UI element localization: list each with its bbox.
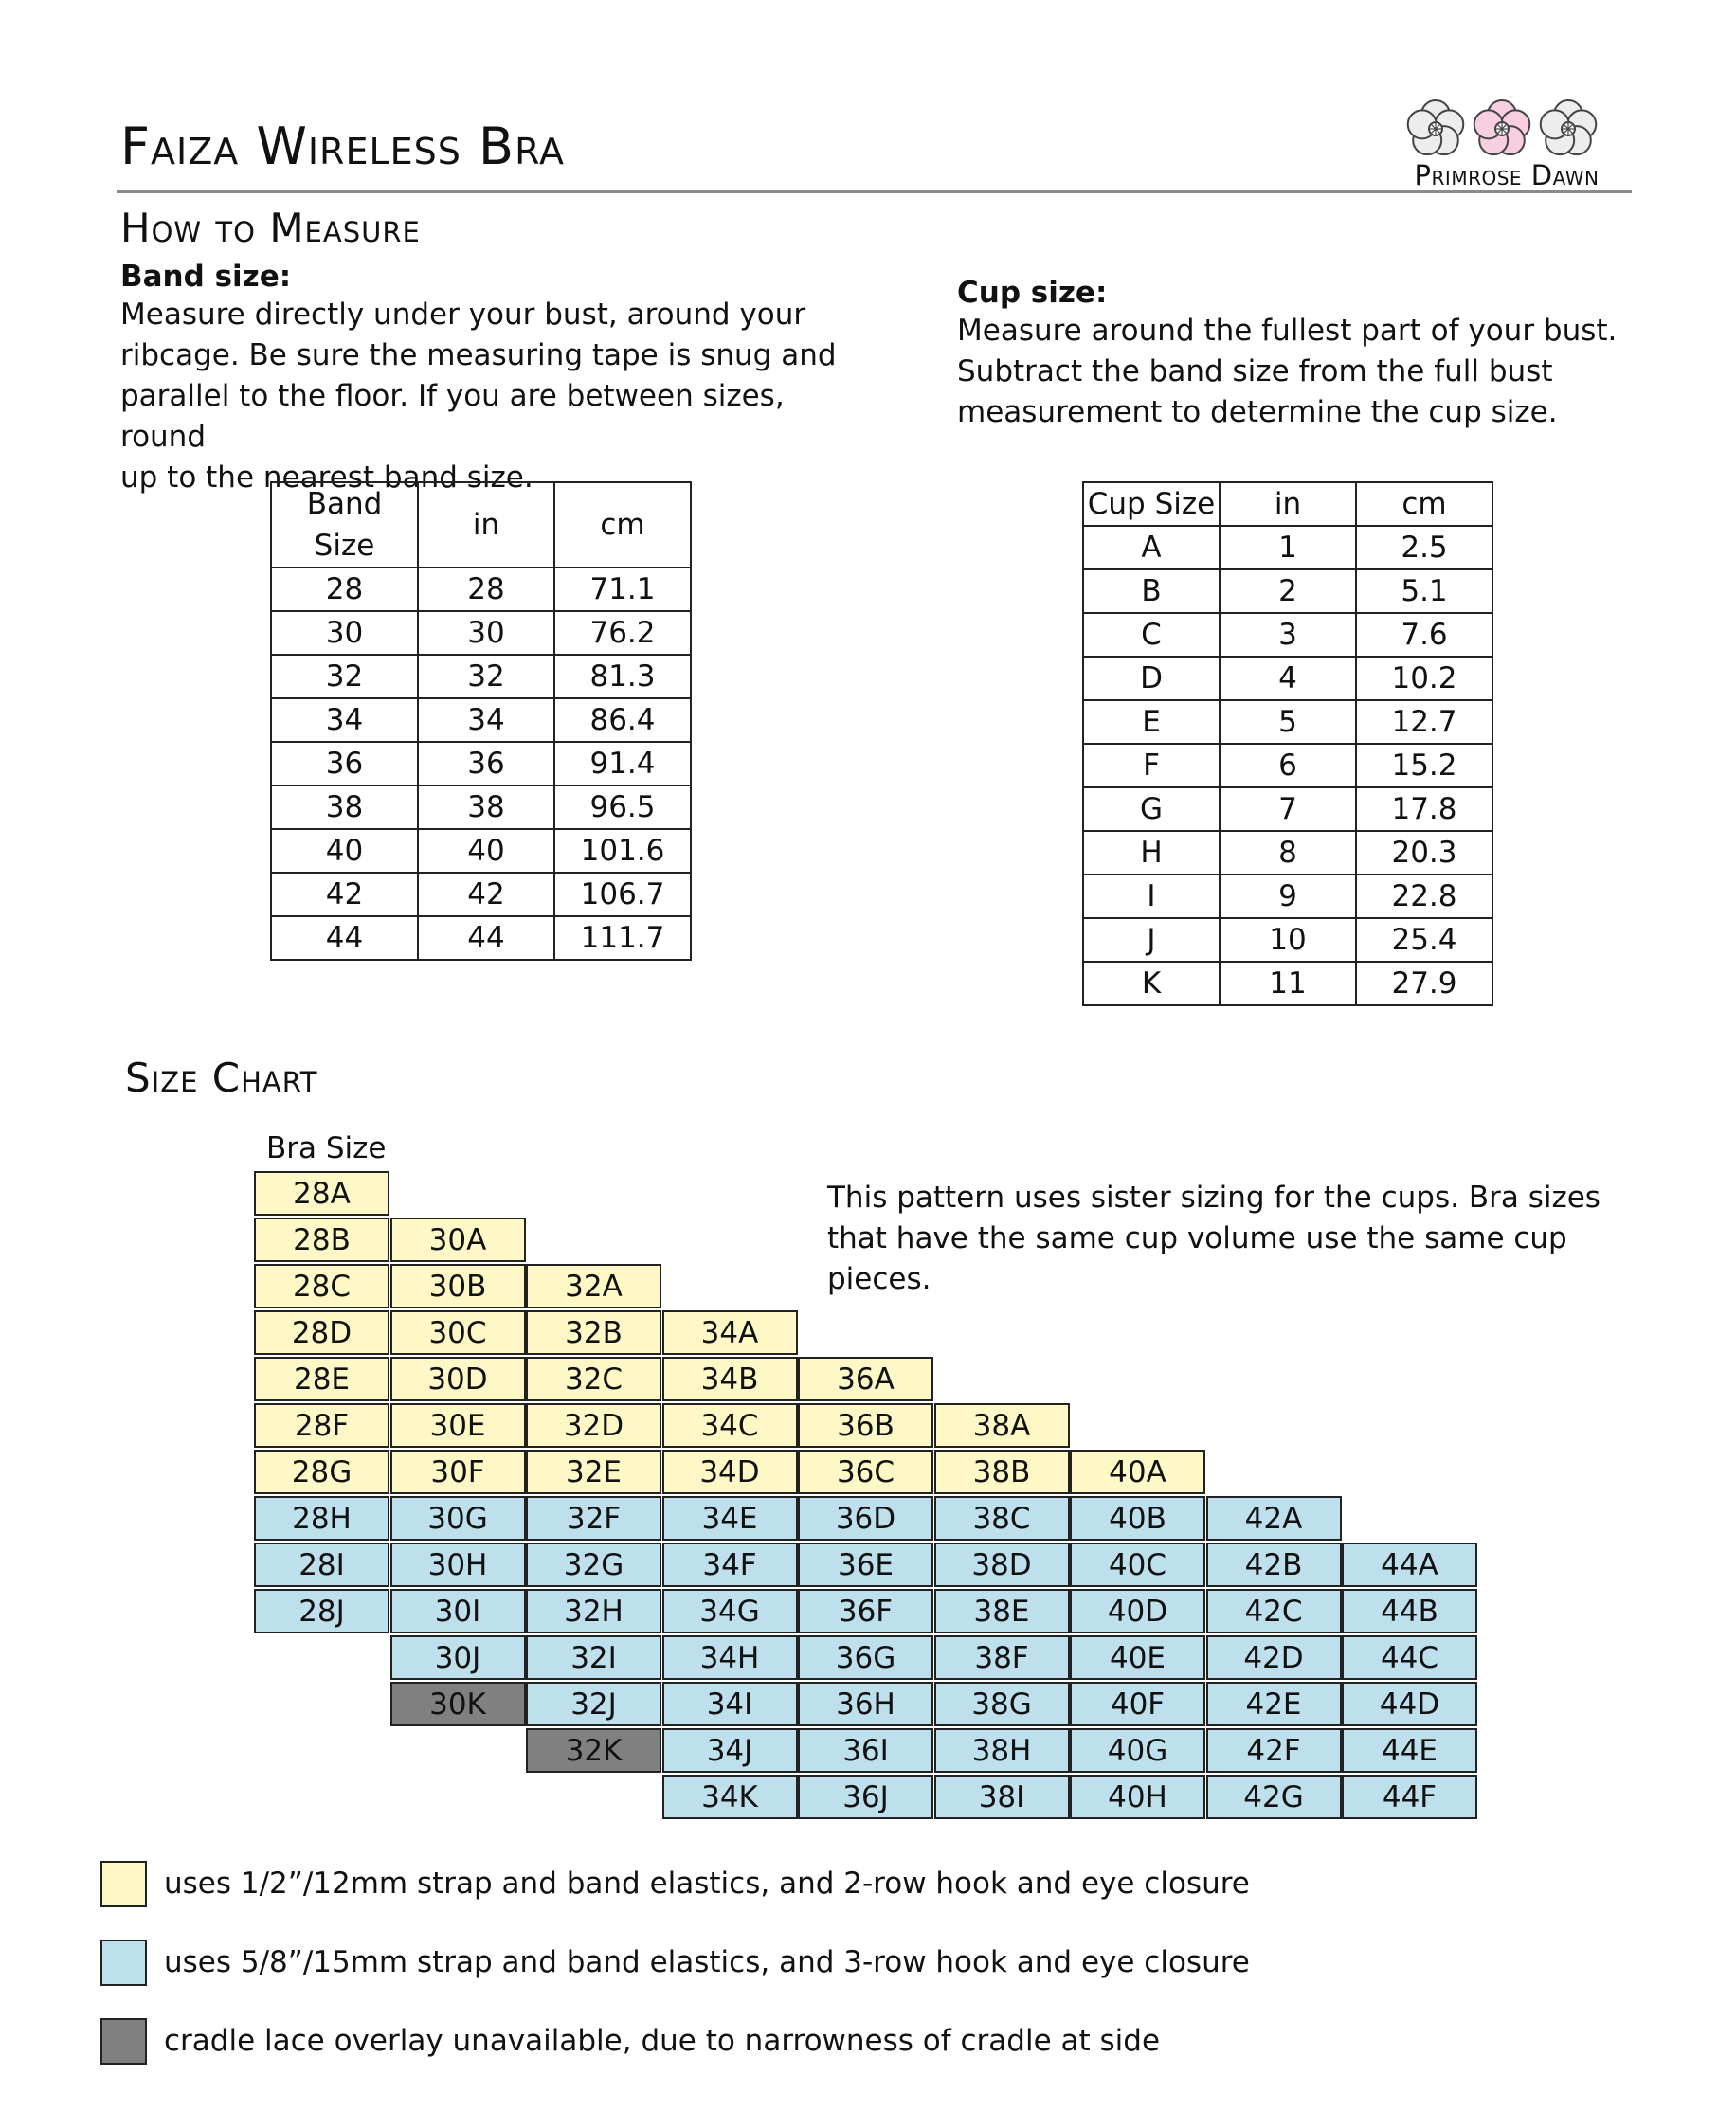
size-cell: 36B: [798, 1403, 933, 1448]
table-cell: 8: [1220, 831, 1356, 875]
table-cell: J: [1083, 918, 1220, 962]
size-cell: 42G: [1206, 1775, 1342, 1819]
size-cell: 36F: [798, 1589, 933, 1633]
size-cell: 38D: [934, 1543, 1070, 1587]
legend-swatch: [100, 2018, 147, 2065]
band-size-heading: Band size:: [120, 260, 292, 294]
table-cell: 101.6: [554, 829, 691, 873]
table-cell: 81.3: [554, 655, 691, 698]
size-chart-heading: Size Chart: [125, 1055, 318, 1101]
column-header: in: [1220, 482, 1356, 526]
table-row: [1083, 613, 1492, 657]
size-cell: 36I: [798, 1728, 933, 1773]
cup-line: measurement to determine the cup size.: [957, 395, 1558, 430]
table-cell: 27.9: [1356, 962, 1492, 1005]
table-row: [271, 829, 691, 873]
size-cell: 32I: [526, 1635, 661, 1680]
size-cell: 28H: [254, 1496, 389, 1541]
table-cell: F: [1083, 744, 1220, 787]
table-cell: 5: [1220, 700, 1356, 744]
size-cell: 28C: [254, 1264, 389, 1308]
document-title: Faiza Wireless Bra: [120, 117, 565, 176]
table-cell: 40: [418, 829, 554, 873]
size-cell: 30K: [390, 1682, 526, 1726]
table-cell: 111.7: [554, 916, 691, 960]
table-cell: C: [1083, 613, 1220, 657]
table-row: [1083, 918, 1492, 962]
table-cell: 10.2: [1356, 657, 1492, 700]
size-cell: 28A: [254, 1171, 389, 1216]
size-cell: 34I: [662, 1682, 798, 1726]
size-cell: 28I: [254, 1543, 389, 1587]
table-cell: 15.2: [1356, 744, 1492, 787]
table-cell: 25.4: [1356, 918, 1492, 962]
column-header: Band Size: [271, 482, 418, 568]
size-cell: 44C: [1342, 1635, 1477, 1680]
size-cell: 28B: [254, 1218, 389, 1262]
size-cell: 40D: [1070, 1589, 1205, 1633]
size-cell: 32K: [526, 1728, 661, 1773]
size-cell: 28G: [254, 1450, 389, 1494]
size-cell: 28E: [254, 1357, 389, 1401]
table-cell: 91.4: [554, 742, 691, 785]
cup-line: Measure around the fullest part of your bust.: [957, 314, 1618, 349]
table-row: [1083, 962, 1492, 1005]
table-row: [1083, 787, 1492, 831]
table-cell: 10: [1220, 918, 1356, 962]
size-cell: 30A: [390, 1218, 526, 1262]
table-cell: 28: [271, 568, 418, 611]
table-cell: 32: [271, 655, 418, 698]
table-cell: 30: [271, 611, 418, 655]
table-cell: 3: [1220, 613, 1356, 657]
table-cell: 9: [1220, 875, 1356, 918]
size-cell: 36G: [798, 1635, 933, 1680]
table-header-row: [1083, 482, 1492, 526]
column-header: in: [418, 482, 554, 568]
size-cell: 42B: [1206, 1543, 1342, 1587]
band-line: Measure directly under your bust, around your: [120, 298, 806, 333]
size-cell: 32F: [526, 1496, 661, 1541]
size-cell: 40B: [1070, 1496, 1205, 1541]
cup-size-heading: Cup size:: [957, 276, 1108, 310]
table-cell: 4: [1220, 657, 1356, 700]
size-cell: 32J: [526, 1682, 661, 1726]
size-cell: 34K: [662, 1775, 798, 1819]
size-cell: 28J: [254, 1589, 389, 1633]
column-header: cm: [554, 482, 691, 568]
size-cell: 34G: [662, 1589, 798, 1633]
table-row: [271, 916, 691, 960]
size-cell: 32B: [526, 1310, 661, 1355]
note-line: that have the same cup volume use the same cup pieces.: [827, 1221, 1567, 1296]
table-row: [271, 698, 691, 742]
size-cell: 32C: [526, 1357, 661, 1401]
size-cell: 34F: [662, 1543, 798, 1587]
table-cell: 40: [271, 829, 418, 873]
table-cell: A: [1083, 526, 1220, 569]
table-cell: 36: [418, 742, 554, 785]
size-cell: 30C: [390, 1310, 526, 1355]
size-cell: 30E: [390, 1403, 526, 1448]
size-cell: 30B: [390, 1264, 526, 1308]
table-row: [271, 742, 691, 785]
table-cell: 71.1: [554, 568, 691, 611]
size-cell: 36C: [798, 1450, 933, 1494]
band-line: up to the nearest band size.: [120, 460, 533, 496]
size-cell: 28F: [254, 1403, 389, 1448]
table-cell: I: [1083, 875, 1220, 918]
legend-swatch: [100, 1861, 147, 1907]
band-line: parallel to the floor. If you are between sizes, round: [120, 379, 785, 455]
band-size-instructions: [120, 260, 859, 498]
bra-size-label: Bra Size: [266, 1131, 387, 1165]
size-cell: 40A: [1070, 1450, 1205, 1494]
size-cell: 32A: [526, 1264, 661, 1308]
table-cell: 38: [418, 785, 554, 829]
table-cell: H: [1083, 831, 1220, 875]
size-cell: 30J: [390, 1635, 526, 1680]
table-cell: D: [1083, 657, 1220, 700]
band-line: ribcage. Be sure the measuring tape is snug and: [120, 338, 837, 373]
size-cell: 42A: [1206, 1496, 1342, 1541]
table-cell: 44: [418, 916, 554, 960]
table-cell: 22.8: [1356, 875, 1492, 918]
size-cell: 42D: [1206, 1635, 1342, 1680]
brand-name: Primrose Dawn: [1414, 159, 1600, 191]
size-cell: 38I: [934, 1775, 1070, 1819]
size-cell: 38E: [934, 1589, 1070, 1633]
table-cell: 7: [1220, 787, 1356, 831]
table-cell: 76.2: [554, 611, 691, 655]
size-cell: 32D: [526, 1403, 661, 1448]
table-row: [1083, 700, 1492, 744]
size-cell: 32E: [526, 1450, 661, 1494]
column-header: cm: [1356, 482, 1492, 526]
legend-text: cradle lace overlay unavailable, due to narrowness of cradle at side: [164, 2024, 1161, 2058]
size-cell: 34D: [662, 1450, 798, 1494]
table-cell: 28: [418, 568, 554, 611]
table-cell: 44: [271, 916, 418, 960]
size-cell: 36A: [798, 1357, 933, 1401]
column-header: Cup Size: [1083, 482, 1220, 526]
table-cell: 32: [418, 655, 554, 698]
size-cell: 40H: [1070, 1775, 1205, 1819]
size-cell: 38F: [934, 1635, 1070, 1680]
table-cell: 106.7: [554, 873, 691, 916]
size-cell: 42C: [1206, 1589, 1342, 1633]
sister-sizing-note: [827, 1178, 1680, 1300]
table-cell: 20.3: [1356, 831, 1492, 875]
cup-line: Subtract the band size from the full bust: [957, 354, 1553, 389]
size-cell: 38B: [934, 1450, 1070, 1494]
size-cell: 40G: [1070, 1728, 1205, 1773]
table-row: [271, 785, 691, 829]
table-cell: 42: [418, 873, 554, 916]
table-cell: 36: [271, 742, 418, 785]
table-cell: 30: [418, 611, 554, 655]
table-row: [1083, 657, 1492, 700]
legend-text: uses 1/2”/12mm strap and band elastics, and 2-row hook and eye closure: [164, 1867, 1250, 1901]
size-cell: 40C: [1070, 1543, 1205, 1587]
table-cell: 17.8: [1356, 787, 1492, 831]
size-cell: 44A: [1342, 1543, 1477, 1587]
size-cell: 40E: [1070, 1635, 1205, 1680]
size-cell: 30F: [390, 1450, 526, 1494]
table-cell: 86.4: [554, 698, 691, 742]
table-cell: K: [1083, 962, 1220, 1005]
table-cell: 7.6: [1356, 613, 1492, 657]
table-cell: 5.1: [1356, 569, 1492, 613]
table-cell: E: [1083, 700, 1220, 744]
size-cell: 34E: [662, 1496, 798, 1541]
table-cell: 11: [1220, 962, 1356, 1005]
size-cell: 34H: [662, 1635, 798, 1680]
size-cell: 34A: [662, 1310, 798, 1355]
table-row: [1083, 875, 1492, 918]
size-cell: 34C: [662, 1403, 798, 1448]
size-cell: 30D: [390, 1357, 526, 1401]
size-cell: 44D: [1342, 1682, 1477, 1726]
size-cell: 36D: [798, 1496, 933, 1541]
size-cell: 38C: [934, 1496, 1070, 1541]
size-cell: 30I: [390, 1589, 526, 1633]
table-cell: 1: [1220, 526, 1356, 569]
table-header-row: [271, 482, 691, 568]
size-cell: 36H: [798, 1682, 933, 1726]
size-cell: 34J: [662, 1728, 798, 1773]
size-cell: 32G: [526, 1543, 661, 1587]
table-cell: 42: [271, 873, 418, 916]
size-cell: 44F: [1342, 1775, 1477, 1819]
table-cell: 34: [271, 698, 418, 742]
band-size-table: [270, 481, 692, 961]
table-cell: 12.7: [1356, 700, 1492, 744]
table-cell: 2: [1220, 569, 1356, 613]
size-cell: 38A: [934, 1403, 1070, 1448]
table-cell: G: [1083, 787, 1220, 831]
table-row: [271, 655, 691, 698]
size-cell: 38G: [934, 1682, 1070, 1726]
size-cell: 36J: [798, 1775, 933, 1819]
size-cell: 28D: [254, 1310, 389, 1355]
cup-size-table: [1082, 481, 1493, 1006]
size-cell: 30H: [390, 1543, 526, 1587]
table-row: [271, 568, 691, 611]
table-cell: 38: [271, 785, 418, 829]
size-cell: 42F: [1206, 1728, 1342, 1773]
legend-swatch: [100, 1940, 147, 1986]
size-cell: 36E: [798, 1543, 933, 1587]
table-row: [271, 611, 691, 655]
table-cell: 2.5: [1356, 526, 1492, 569]
how-to-measure-heading: How to Measure: [120, 205, 421, 251]
size-cell: 42E: [1206, 1682, 1342, 1726]
size-cell: 44E: [1342, 1728, 1477, 1773]
table-cell: 96.5: [554, 785, 691, 829]
table-row: [1083, 569, 1492, 613]
table-row: [271, 873, 691, 916]
size-cell: 34B: [662, 1357, 798, 1401]
legend-text: uses 5/8”/15mm strap and band elastics, and 3-row hook and eye closure: [164, 1945, 1250, 1979]
size-cell: 40F: [1070, 1682, 1205, 1726]
size-cell: 32H: [526, 1589, 661, 1633]
table-row: [1083, 744, 1492, 787]
size-cell: 44B: [1342, 1589, 1477, 1633]
size-cell: 38H: [934, 1728, 1070, 1773]
table-cell: B: [1083, 569, 1220, 613]
size-cell: 30G: [390, 1496, 526, 1541]
note-line: This pattern uses sister sizing for the cups. Bra sizes: [827, 1181, 1600, 1215]
cup-size-instructions: [957, 276, 1658, 433]
table-cell: 6: [1220, 744, 1356, 787]
table-row: [1083, 526, 1492, 569]
table-cell: 34: [418, 698, 554, 742]
table-row: [1083, 831, 1492, 875]
